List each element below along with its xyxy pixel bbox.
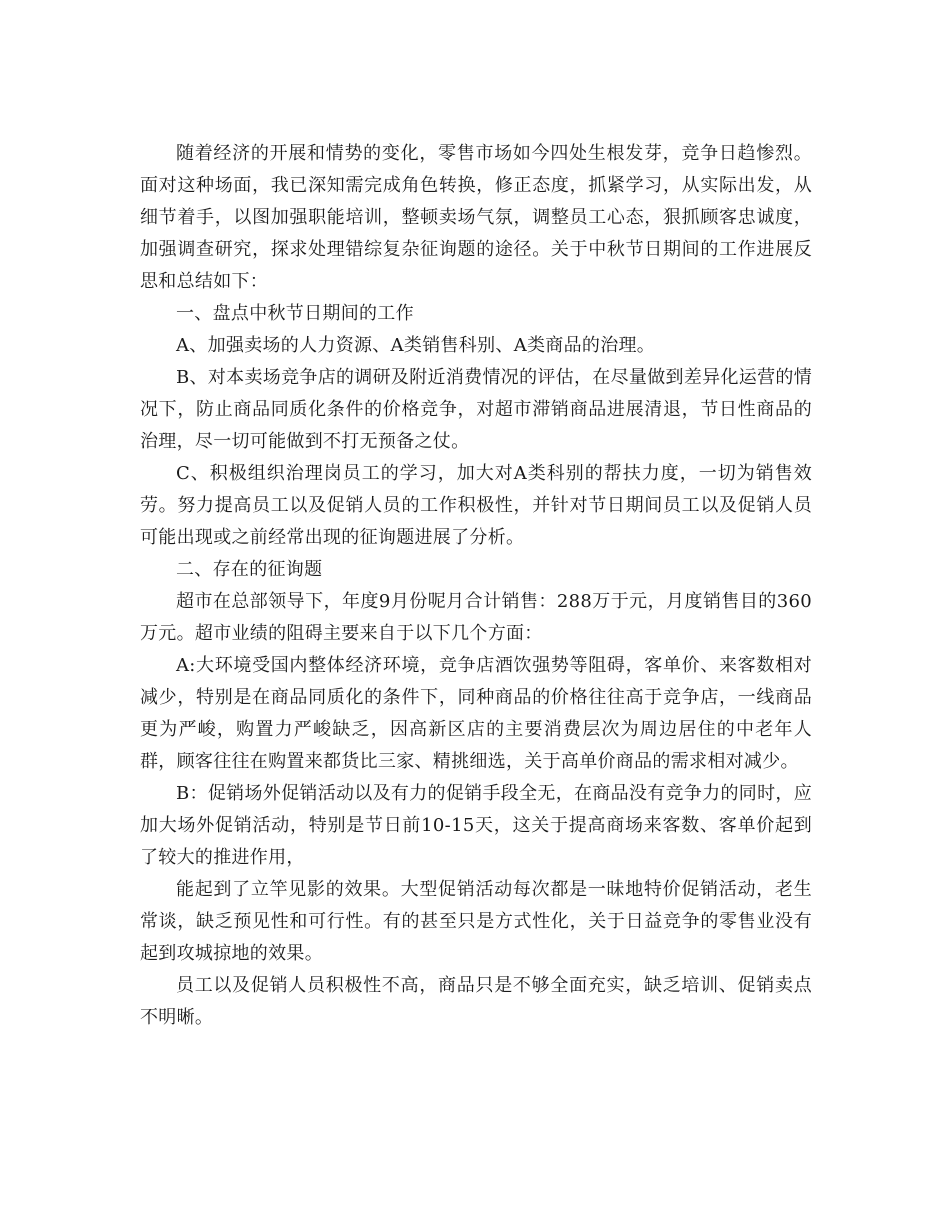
problem-a-paragraph: A:大环境受国内整体经济环境，竞争店酒饮强势等阻碍，客单价、来客数相对减少，特别是在商品同质化的条件下，同种商品的价格往往高于竞争店，一线商品更为严峻，购置力严峻缺乏，因高新区店的主要消费层次为周边居住的中老年人群，顾客往往在购置来都货比三家、精挑细选，关于高单价商品的需求相对减少。 <box>140 655 812 772</box>
section-heading-problems: 二、存在的征询题 <box>176 559 323 580</box>
item-a-paragraph: A、加强卖场的人力资源、A类销售科别、A类商品的治理。 <box>176 335 656 356</box>
staff-paragraph: 员工以及促销人员积极性不高，商品只是不够全面充实，缺乏培训、促销卖点不明晰。 <box>140 975 812 1028</box>
promotion-effect-paragraph: 能起到了立竿见影的效果。大型促销活动每次都是一昧地特价促销活动，老生常谈，缺乏预见性和可行性。有的甚至只是方式性化，关于日益竞争的零售业没有起到攻城掠地的效果。 <box>140 879 812 964</box>
sales-summary-paragraph: 超市在总部领导下，年度9月份呢月合计销售：288万于元，月度销售目的360万元。超市业绩的阻碍主要来自于以下几个方面： <box>140 591 812 644</box>
item-b-paragraph: B、对本卖场竞争店的调研及附近消费情况的评估，在尽量做到差异化运营的情况下，防止商品同质化条件的价格竞争，对超市滞销商品进展清退，节日性商品的治理，尽一切可能做到不打无预备之仗。 <box>140 367 812 452</box>
item-c-paragraph: C、积极组织治理岗员工的学习，加大对A类科别的帮扶力度，一切为销售效劳。努力提高员工以及促销人员的工作积极性，并针对节日期间员工以及促销人员可能出现或之前经常出现的征询题进展了分析。 <box>140 463 812 548</box>
document-body <box>140 138 812 1034</box>
intro-paragraph: 随着经济的开展和情势的变化，零售市场如今四处生根发芽，竞争日趋惨烈。面对这种场面，我已深知需完成角色转换，修正态度，抓紧学习，从实际出发，从细节着手，以图加强职能培训，整顿卖场气氛，调整员工心态，狠抓顾客忠诚度，加强调查研究，探求处理错综复杂征询题的途径。关于中秋节日期间的工作进展反思和总结如下： <box>140 143 812 292</box>
section-heading-review: 一、盘点中秋节日期间的工作 <box>176 303 414 324</box>
problem-b-paragraph: B：促销场外促销活动以及有力的促销手段全无，在商品没有竞争力的同时，应加大场外促销活动，特别是节日前10-15天，这关于提高商场来客数、客单价起到了较大的推进作用， <box>140 783 812 868</box>
